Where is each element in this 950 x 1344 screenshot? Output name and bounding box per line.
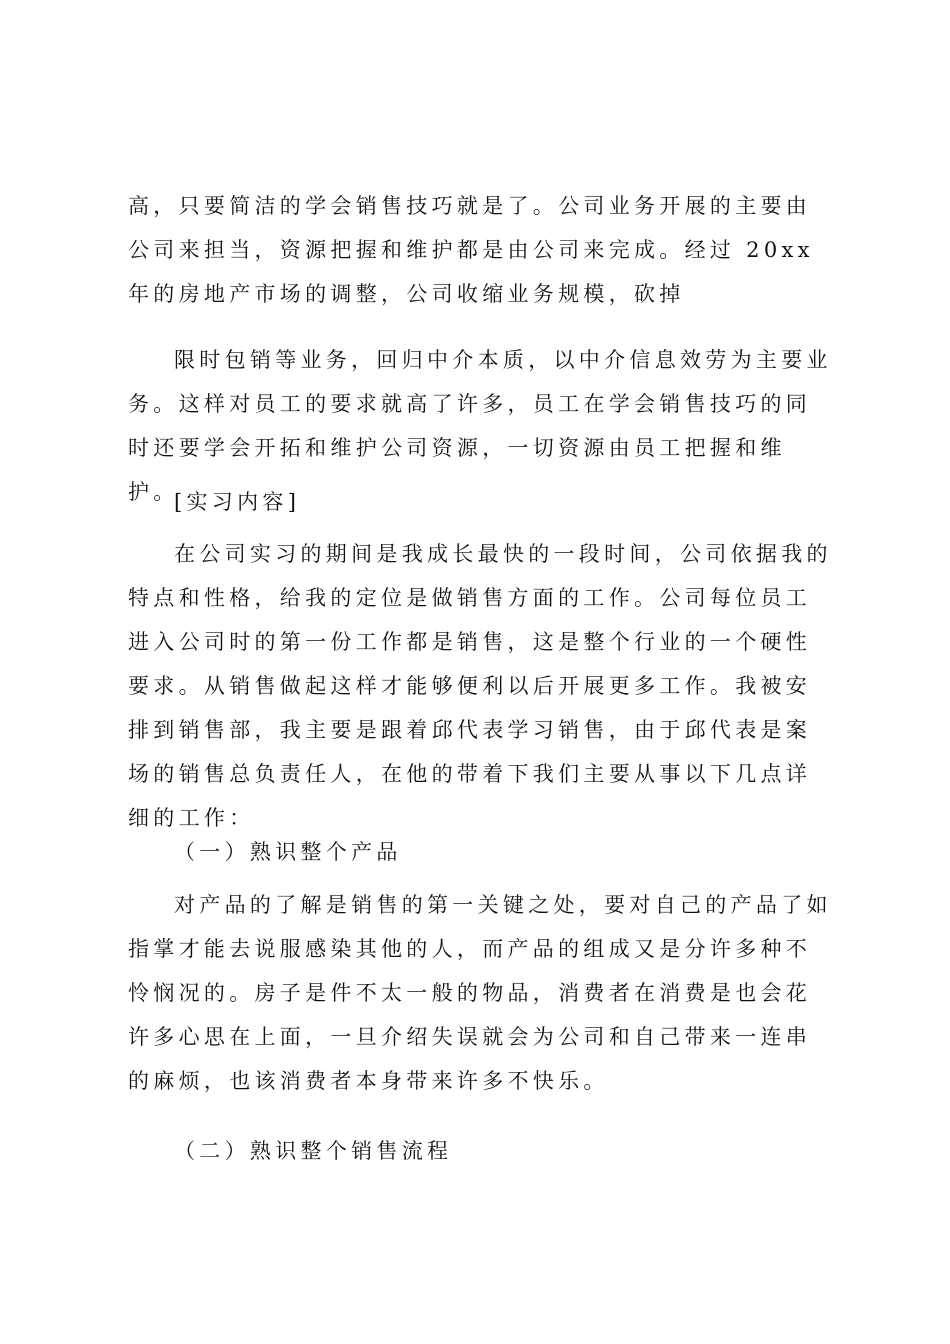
paragraph-continuation: 高，只要简洁的学会销售技巧就是了。公司业务开展的主要由公司来担当，资源把握和维护都是由公司来完成。经过 20xx 年的房地产市场的调整，公司收缩业务规模，砍掉 [128,194,814,306]
section-heading-internship-content: [实习内容] [174,490,301,514]
subheading-know-sales-process: （二）熟识整个销售流程 [174,1139,453,1163]
paragraph-business-scope: 限时包销等业务，回归中介本质，以中介信息效劳为主要业务。这样对员工的要求就高了许多，员工在学会销售技巧的同时还要学会开拓和维护公司资源，一切资源由员工把握和维护。 [128,348,832,504]
subheading-know-product: （一）熟识整个产品 [174,840,402,864]
paragraph-internship-period: 在公司实习的期间是我成长最快的一段时间，公司依据我的特点和性格，给我的定位是做销售方面的工作。公司每位员工进入公司时的第一份工作都是销售，这是整个行业的一个硬性要求。从销售做起这样才能够便利以后开展更多工作。我被安排到销售部，我主要是跟着邱代表学习销售，由于邱代表是案场的销售总负责任人，在他的带着下我们主要从事以下几点详细的工作： [128,542,832,830]
paragraph-product-knowledge: 对产品的了解是销售的第一关键之处，要对自己的产品了如指掌才能去说服感染其他的人，而产品的组成又是分许多种不怜悯况的。房子是件不太一般的物品，消费者在消费是也会花许多心思在上面，一旦介绍失误就会为公司和自己带来一连串的麻烦，也该消费者本身带来许多不快乐。 [128,893,832,1093]
